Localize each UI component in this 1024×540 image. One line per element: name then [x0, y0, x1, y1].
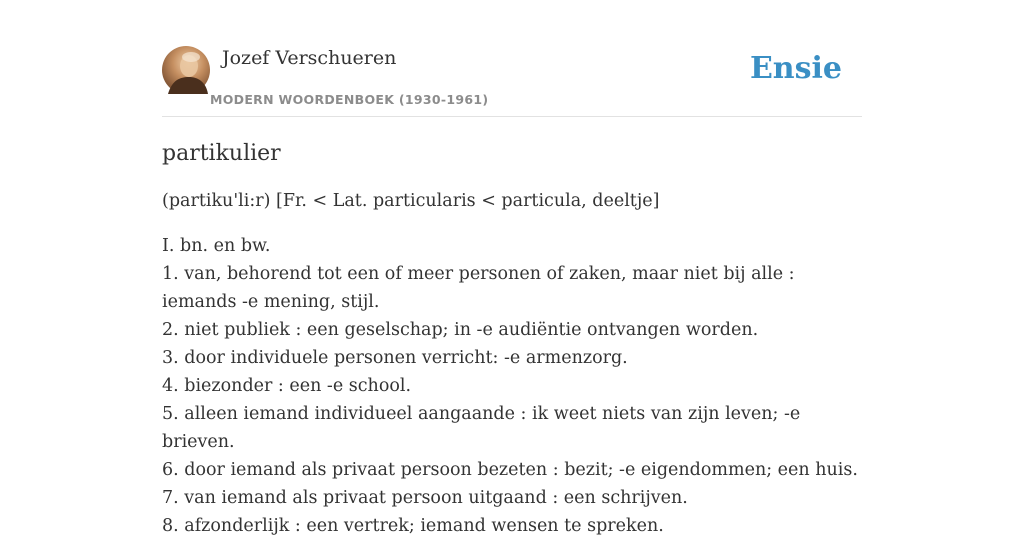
entry-content: [162, 138, 862, 540]
definition-line: 5. alleen iemand individueel aangaande : ik weet niets van zijn leven; -e brieven.: [162, 404, 801, 452]
definition-line: 8. afzonderlijk : een vertrek; iemand wensen te spreken.: [162, 516, 664, 536]
source-name[interactable]: MODERN WOORDENBOEK (1930-1961): [210, 92, 489, 107]
portrait-image: [162, 46, 210, 94]
author-avatar[interactable]: [162, 46, 210, 94]
definition-line: I. bn. en bw.: [162, 236, 271, 256]
entry-header: [162, 46, 862, 117]
author-name[interactable]: Jozef Verschueren: [222, 47, 397, 69]
definition-line: 1. van, behorend tot een of meer personen of zaken, maar niet bij alle : iemands -e mening, stijl.: [162, 264, 795, 312]
entry-etymology: (partiku'li:r) [Fr. < Lat. particularis < particula, deeltje]: [162, 191, 660, 211]
definition-line: 3. door individuele personen verricht: -e armenzorg.: [162, 348, 628, 368]
definition-line: 6. door iemand als privaat persoon bezeten : bezit; -e eigendommen; een huis.: [162, 460, 858, 480]
definition-line: 2. niet publiek : een geselschap; in -e audiëntie ontvangen worden.: [162, 320, 759, 340]
definition-line: 4. biezonder : een -e school.: [162, 376, 412, 396]
entry-term: partikulier: [162, 141, 281, 166]
definition-list: [162, 232, 862, 540]
brand-logo[interactable]: Ensie: [749, 51, 842, 86]
definition-line: 7. van iemand als privaat persoon uitgaand : een schrijven.: [162, 488, 688, 508]
